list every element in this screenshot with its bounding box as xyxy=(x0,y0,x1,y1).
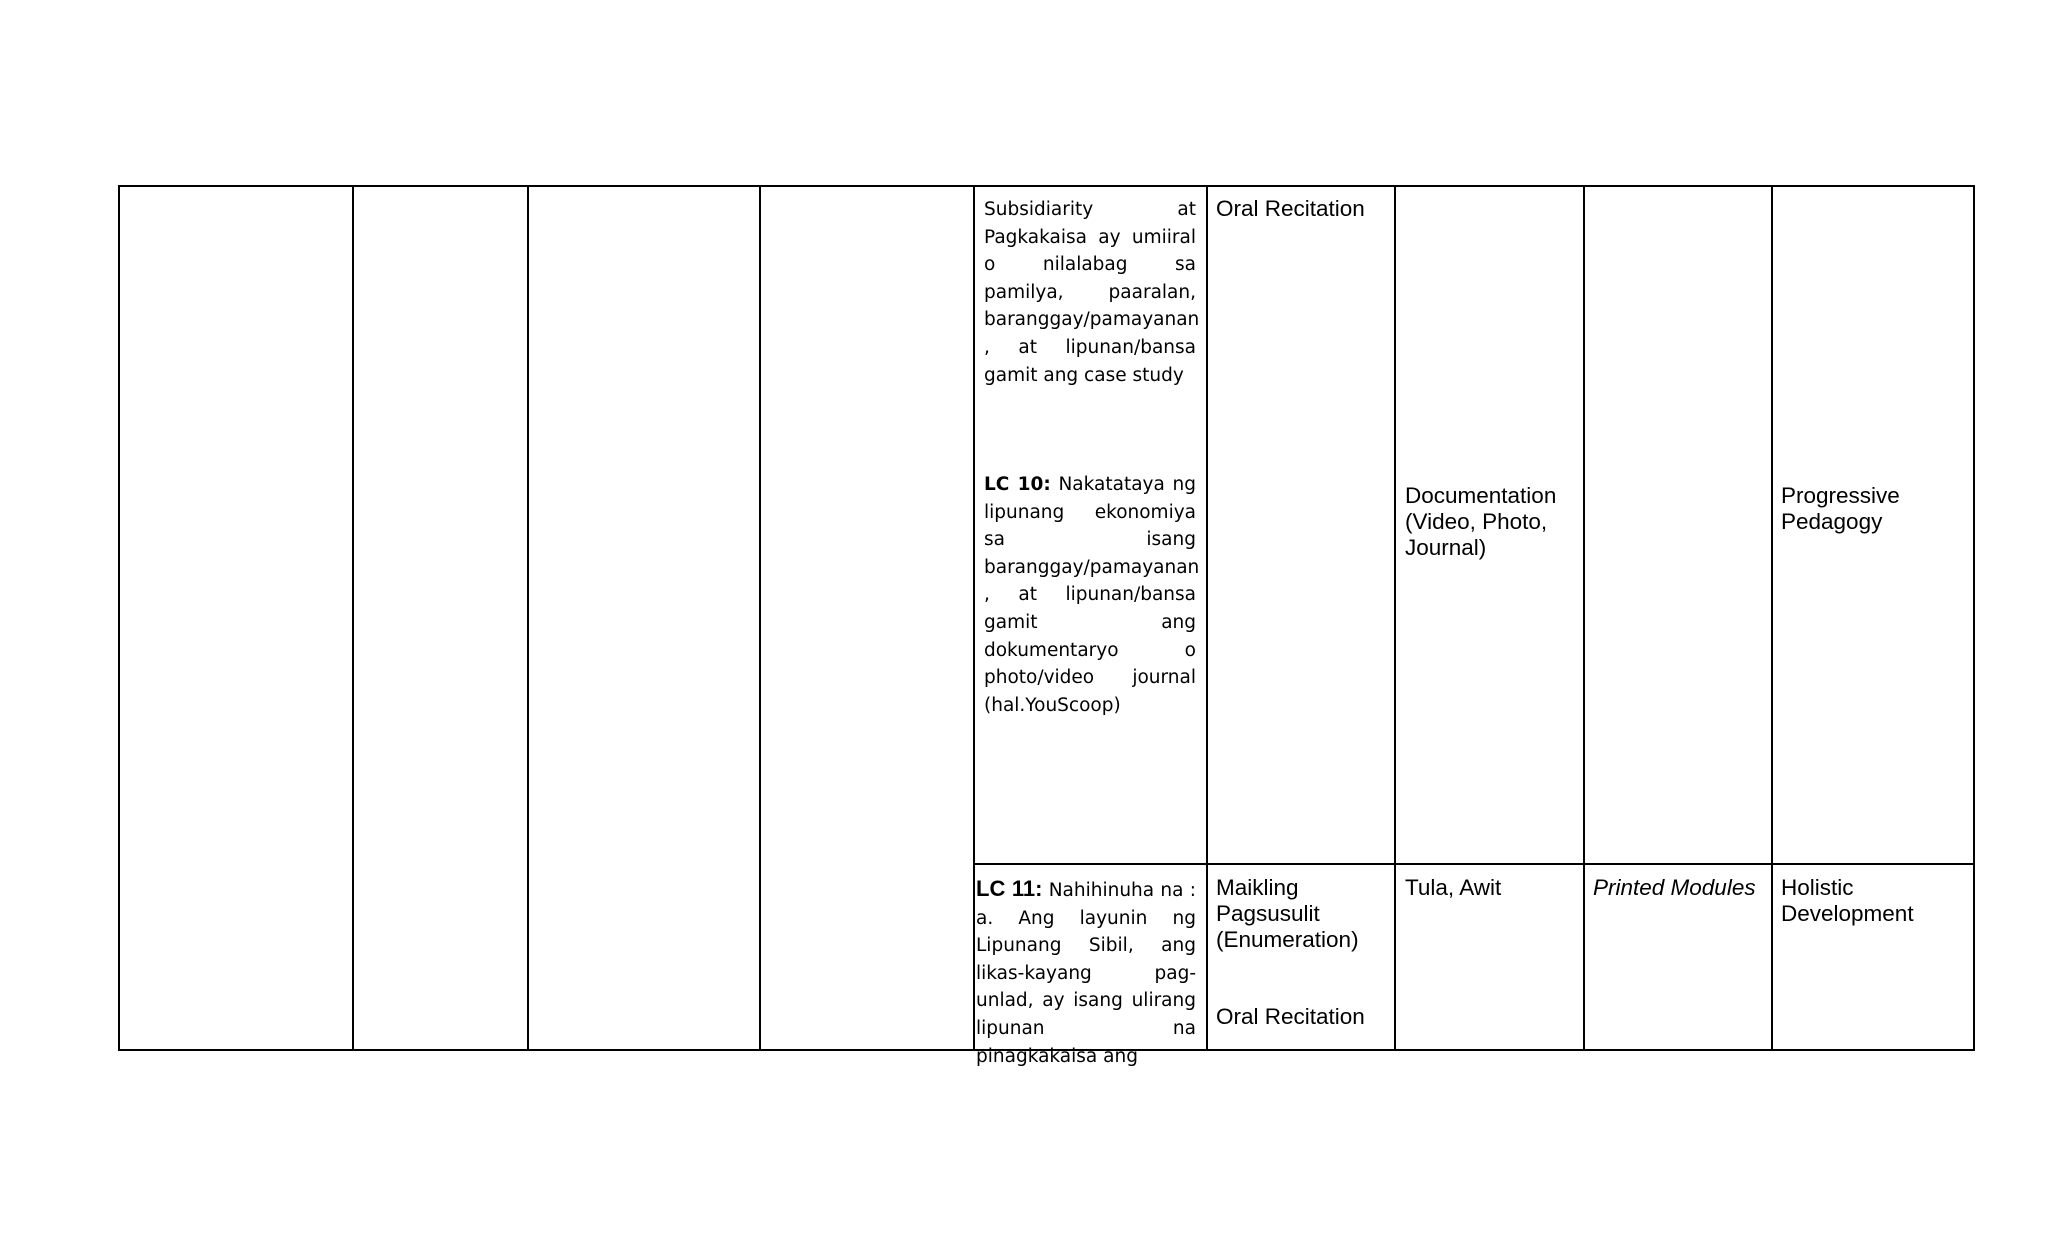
column-divider xyxy=(1771,185,1773,1051)
approach-row1: Progressive Pedagogy xyxy=(1781,483,1900,534)
output-row1: Documentation (Video, Photo, Journal) xyxy=(1405,483,1557,560)
lc11-text: Nahihinuha na : a. Ang layunin ng Lipunang Sibil, ang likas-kayang pag-unlad, ay isang ulirang lipunan na pinagkakaisa ang xyxy=(976,880,1196,1067)
resource-row2: Printed Modules xyxy=(1593,875,1756,900)
lc11-label: LC 11: xyxy=(976,876,1043,901)
column-divider xyxy=(973,185,975,1051)
column-divider xyxy=(352,185,354,1051)
lc10-text: Nakatataya ng lipunang ekonomiya sa isang baranggay/pamayanan , at lipunan/bansa gamit ang dokumentaryo o photo/video journal (hal.YouScoop) xyxy=(984,474,1200,716)
row-divider xyxy=(973,863,1975,865)
competency-subsidiarity-text: Subsidiarity at Pagkakaisa ay umiiral o nilalabag sa pamilya, paaralan, baranggay/pamayanan , at lipunan/bansa gamit ang case study xyxy=(984,199,1200,386)
approach-row2: Holistic Development xyxy=(1781,875,1914,926)
column-divider xyxy=(527,185,529,1051)
assessment-row2-quiz: Maikling Pagsusulit (Enumeration) xyxy=(1216,875,1359,952)
competency-lc11 xyxy=(976,875,1196,1067)
column-divider xyxy=(1583,185,1585,1051)
column-divider xyxy=(759,185,761,1051)
assessment-row1: Oral Recitation xyxy=(1216,196,1365,221)
competency-lc10 xyxy=(984,471,1200,719)
column-divider xyxy=(1394,185,1396,1051)
lc10-label: LC 10: xyxy=(984,474,1051,495)
output-row2: Tula, Awit xyxy=(1405,875,1502,900)
column-divider xyxy=(1206,185,1208,1051)
assessment-row2-oral: Oral Recitation xyxy=(1216,1004,1365,1029)
